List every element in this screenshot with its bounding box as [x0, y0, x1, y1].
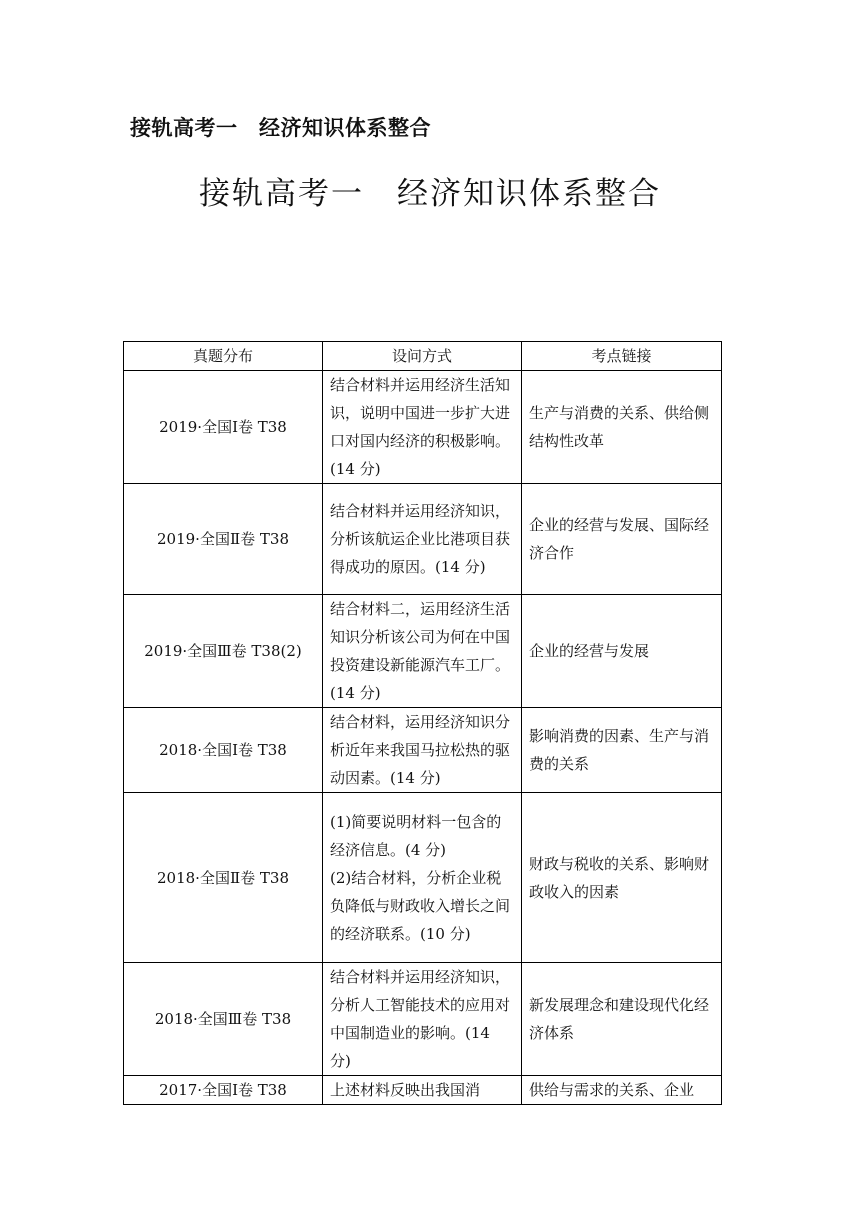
table-row	[124, 1076, 722, 1105]
question-text: 结合材料二，运用经济生活知识分析该公司为何在中国投资建设新能源汽车工厂。(14 分)	[330, 600, 511, 702]
document-title: 接轨高考一 经济知识体系整合	[199, 176, 661, 212]
question-text: 上述材料反映出我国消	[330, 1081, 481, 1099]
table-row	[124, 595, 722, 708]
table-row	[124, 793, 722, 963]
question-text: 结合材料并运用经济生活知识，说明中国进一步扩大进口对国内经济的积极影响。(14 分)	[330, 376, 511, 478]
link-cell: 企业的经营与发展	[522, 595, 722, 708]
question-text: 结合材料，运用经济知识分析近年来我国马拉松热的驱动因素。(14 分)	[330, 713, 511, 787]
table-row	[124, 963, 722, 1076]
table-row	[124, 708, 722, 793]
column-header-question: 设问方式	[323, 342, 522, 371]
paper-cell: 2017·全国Ⅰ卷 T38	[124, 1076, 323, 1105]
link-cell: 生产与消费的关系、供给侧结构性改革	[522, 371, 722, 484]
link-cell: 新发展理念和建设现代化经济体系	[522, 963, 722, 1076]
question-cell	[323, 708, 522, 793]
question-cell	[323, 963, 522, 1076]
link-cell: 供给与需求的关系、企业	[522, 1076, 722, 1105]
paper-cell: 2019·全国Ⅲ卷 T38(2)	[124, 595, 323, 708]
question-part-2: (2)结合材料，分析企业税负降低与财政收入增长之间的经济联系。(10 分)	[330, 868, 511, 943]
question-text: 结合材料并运用经济知识，分析该航运企业比港项目获得成功的原因。(14 分)	[330, 502, 511, 576]
paper-cell: 2018·全国Ⅱ卷 T38	[124, 793, 323, 963]
question-cell	[323, 484, 522, 595]
paper-cell: 2019·全国Ⅰ卷 T38	[124, 371, 323, 484]
paper-cell: 2019·全国Ⅱ卷 T38	[124, 484, 323, 595]
table-row	[124, 371, 722, 484]
link-cell: 企业的经营与发展、国际经济合作	[522, 484, 722, 595]
question-text: 结合材料并运用经济知识，分析人工智能技术的应用对中国制造业的影响。(14 分)	[330, 968, 511, 1070]
exam-table	[123, 341, 722, 1105]
page-header: 接轨高考一 经济知识体系整合	[130, 116, 431, 140]
column-header-paper: 真题分布	[124, 342, 323, 371]
question-cell	[323, 595, 522, 708]
paper-cell: 2018·全国Ⅰ卷 T38	[124, 708, 323, 793]
table-header-row	[124, 342, 722, 371]
column-header-link: 考点链接	[522, 342, 722, 371]
table-row	[124, 484, 722, 595]
paper-cell: 2018·全国Ⅲ卷 T38	[124, 963, 323, 1076]
question-part-1: (1)简要说明材料一包含的经济信息。(4 分)	[330, 812, 502, 859]
question-cell	[323, 371, 522, 484]
question-cell	[323, 1076, 522, 1105]
question-cell	[323, 793, 522, 963]
link-cell: 财政与税收的关系、影响财政收入的因素	[522, 793, 722, 963]
link-cell: 影响消费的因素、生产与消费的关系	[522, 708, 722, 793]
